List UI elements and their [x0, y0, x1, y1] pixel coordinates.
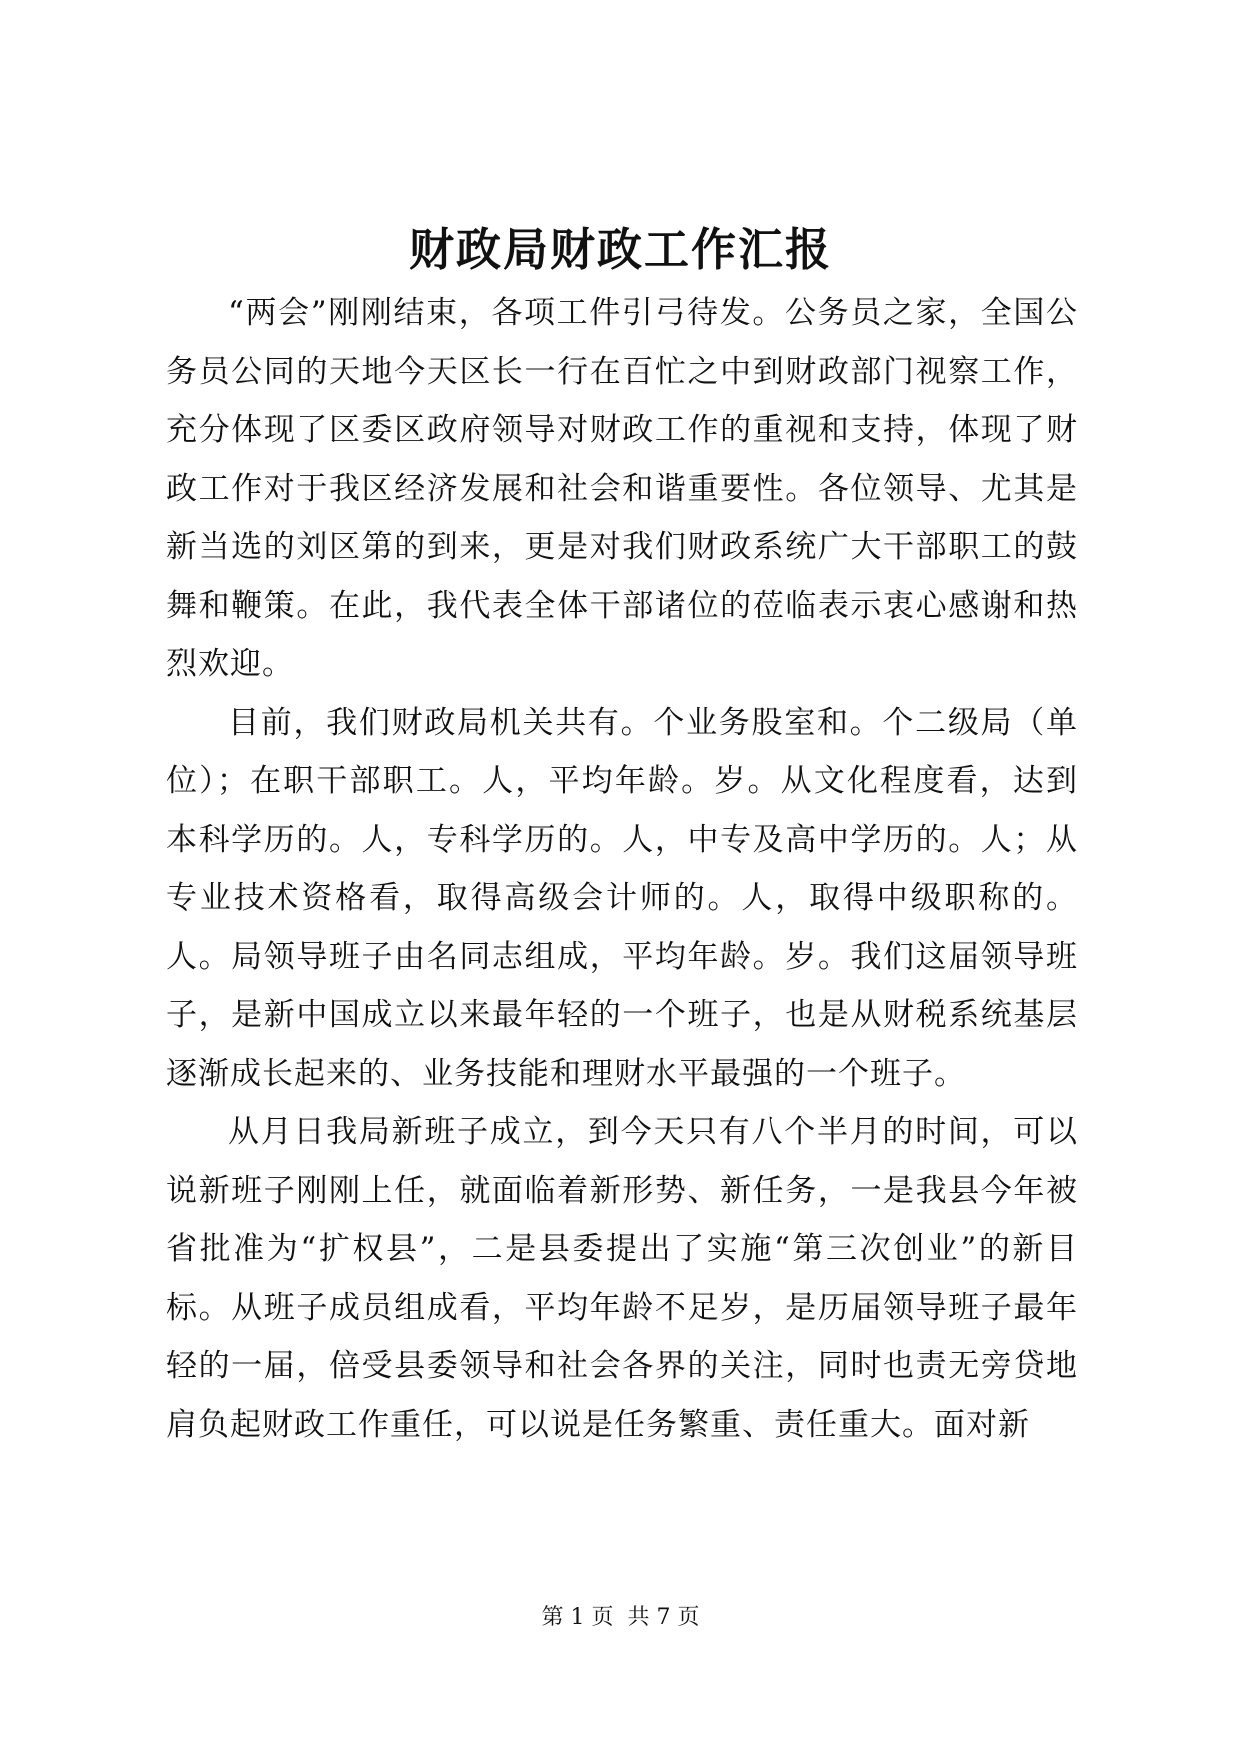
document-body: [166, 284, 1078, 1454]
paragraph: 目前，我们财政局机关共有。个业务股室和。个二级局（单位）；在职干部职工。人，平均年龄。岁。从文化程度看，达到本科学历的。人，专科学历的。人，中专及高中学历的。人；从专业技术资格看，取得高级会计师的。人，取得中级职称的。人。局领导班子由名同志组成，平均年龄。岁。我们这届领导班子，是新中国成立以来最年轻的一个班子，也是从财税系统基层逐渐成长起来的、业务技能和理财水平最强的一个班子。: [166, 704, 1078, 1092]
paragraph: “两会”刚刚结束，各项工件引弓待发。公务员之家，全国公务员公同的天地今天区长一行在百忙之中到财政部门视察工作，充分体现了区委区政府领导对财政工作的重视和支持，体现了财政工作对于我区经济发展和社会和谐重要性。各位领导、尤其是新当选的刘区第的到来，更是对我们财政系统广大干部职工的鼓舞和鞭策。在此，我代表全体干部诸位的莅临表示衷心感谢和热烈欢迎。: [166, 295, 1078, 682]
page-number: 第 1 页: [541, 1605, 614, 1630]
page-footer: [0, 1603, 1241, 1633]
paragraph: 从月日我局新班子成立，到今天只有八个半月的时间，可以说新班子刚刚上任，就面临着新形势、新任务，一是我县今年被省批准为“扩权县”，二是县委提出了实施“第三次创业”的新目标。从班子成员组成看，平均年龄不足岁，是历届领导班子最年轻的一届，倍受县委领导和社会各界的关注，同时也责无旁贷地肩负起财政工作重任，可以说是任务繁重、责任重大。面对新: [166, 1114, 1078, 1443]
page-total: 共 7 页: [627, 1605, 700, 1630]
document-title: 财政局财政工作汇报: [408, 223, 832, 276]
